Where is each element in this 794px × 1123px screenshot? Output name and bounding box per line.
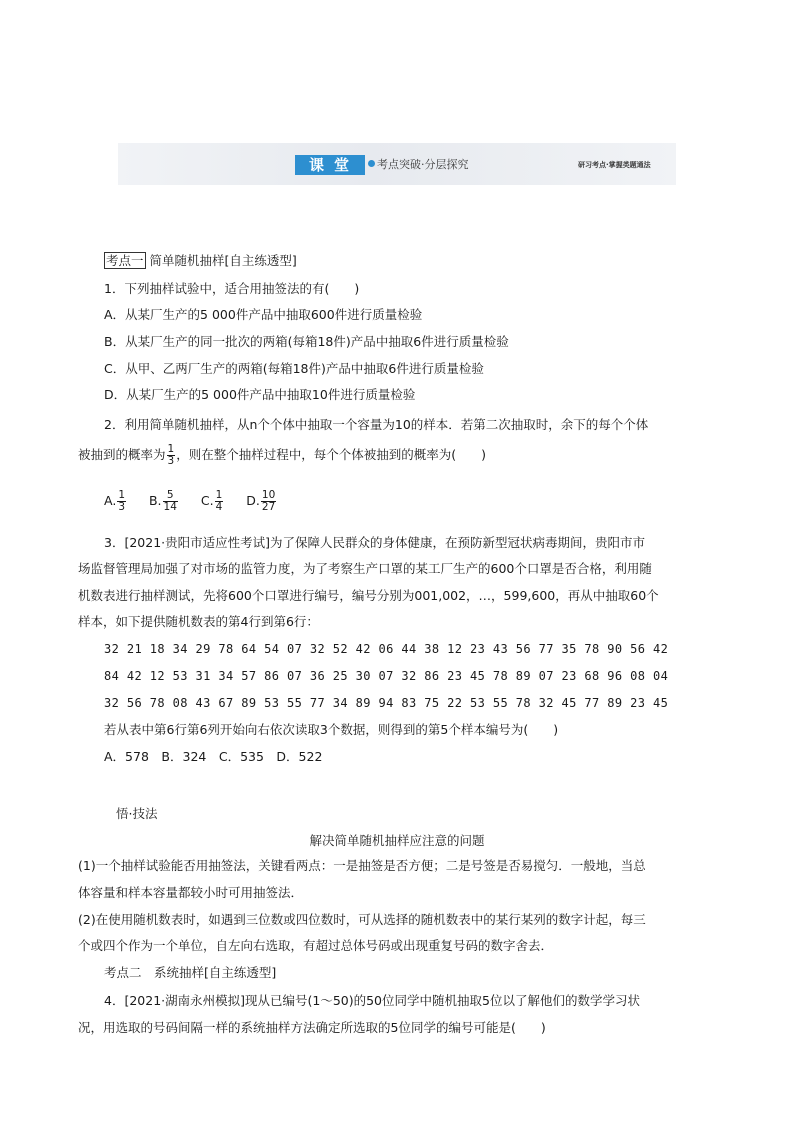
fraction: $\frac{5}{14}$ xyxy=(163,489,177,513)
question-4-line-2: 况，用选取的号码间隔一样的系统抽样方法确定所选取的5位同学的编号可能是( ) xyxy=(78,1020,546,1035)
fraction: $\frac{10}{27}$ xyxy=(261,489,276,513)
question-3-line-4: 样本，如下提供随机数表的第4行到第6行： xyxy=(78,614,319,629)
fraction: $\frac{1}{3}$ xyxy=(167,443,175,467)
question-2-options xyxy=(104,488,295,514)
question-2-line-2: 被抽到的概率为 $\frac{1}{3}$ ，则在整个抽样过程中，每个个体被抽到的概率为( ) xyxy=(78,443,486,467)
section-banner xyxy=(118,143,676,185)
option-b: B. $\frac{5}{14}$ xyxy=(148,489,177,513)
question-3-line-2: 场监督管理局加强了对市场的监管力度，为了考察生产口罩的某工厂生产的600个口罩是否合格，利用随 xyxy=(78,561,652,576)
question-1-stem: 1．下列抽样试验中，适合用抽签法的有( ) xyxy=(104,281,360,296)
question-2-line-1: 2．利用简单随机抽样，从n个个体中抽取一个容量为10的样本．若第二次抽取时，余下的每个个体 xyxy=(104,417,649,432)
option-c: C. $\frac{1}{4}$ xyxy=(200,489,223,513)
random-table-row-4: 32 21 18 34 29 78 64 54 07 32 52 42 06 44 38 12 23 43 56 77 35 78 90 56 42 xyxy=(104,642,669,656)
section-tag: 考点一 xyxy=(106,253,144,268)
random-table-row-5: 84 42 12 53 31 34 57 86 07 36 25 30 07 32 86 23 45 78 89 07 23 68 96 08 04 xyxy=(104,669,669,683)
banner-label: 课堂 xyxy=(295,155,365,175)
section-heading-2: 考点二 系统抽样[自主练透型] xyxy=(104,965,277,980)
question-3-line-1: 3．[2021·贵阳市适应性考试]为了保障人民群众的身体健康，在预防新型冠状病毒期间，贵阳市市 xyxy=(104,535,645,550)
tips-line-4: 个或四个作为一个单位，自左向右选取，有超过总体号码或出现重复号码的数字舍去． xyxy=(78,938,554,953)
question-1-option-a: A．从某厂生产的5 000件产品中抽取600件进行质量检验 xyxy=(104,307,423,322)
tips-line-1: (1)一个抽样试验能否用抽签法，关键看两点：一是抽签是否方便；二是号签是否易搅匀．一般地，当总 xyxy=(78,858,646,873)
tips-line-2: 体容量和样本容量都较小时可用抽签法． xyxy=(78,885,304,900)
bullet-icon xyxy=(368,160,375,167)
question-1-option-b: B．从某厂生产的同一批次的两箱(每箱18件)产品中抽取6件进行质量检验 xyxy=(104,334,509,349)
banner-subtitle: 考点突破·分层探究 xyxy=(368,157,469,173)
question-1-option-c: C．从甲、乙两厂生产的两箱(每箱18件)产品中抽取6件进行质量检验 xyxy=(104,361,484,376)
tips-heading: 悟·技法 xyxy=(116,806,158,821)
tips-title: 解决简单随机抽样应注意的问题 xyxy=(309,833,485,848)
fraction: $\frac{1}{4}$ xyxy=(215,489,223,513)
option-d: D. $\frac{10}{27}$ xyxy=(246,489,276,513)
tips-line-3: (2)在使用随机数表时，如遇到三位数或四位数时，可从选择的随机数表中的某行某列的数字计起，每三 xyxy=(78,912,646,927)
random-table-row-6: 32 56 78 08 43 67 89 53 55 77 34 89 94 83 75 22 53 55 78 32 45 77 89 23 45 xyxy=(104,696,669,710)
fraction: $\frac{1}{3}$ xyxy=(118,489,125,513)
question-1-option-d: D．从某厂生产的5 000件产品中抽取10件进行质量检验 xyxy=(104,387,416,402)
banner-slogan: 研习考点·掌握类题通法 xyxy=(578,161,651,169)
section-heading-1: 考点一 简单随机抽样[自主练透型] xyxy=(106,253,297,268)
option-a: A. $\frac{1}{3}$ xyxy=(104,489,125,513)
question-3-options: A．578 B．324 C．535 D．522 xyxy=(104,749,323,764)
question-3-question: 若从表中第6行第6列开始向右依次读取3个数据，则得到的第5个样本编号为( ) xyxy=(104,722,559,737)
question-4-line-1: 4．[2021·湖南永州模拟]现从已编号(1～50)的50位同学中随机抽取5位以了解他们的数学学习状 xyxy=(104,993,640,1008)
question-3-line-3: 机数表进行抽样测试，先将600个口罩进行编号，编号分别为001,002，…，599,600，再从中抽取60个 xyxy=(78,588,659,603)
